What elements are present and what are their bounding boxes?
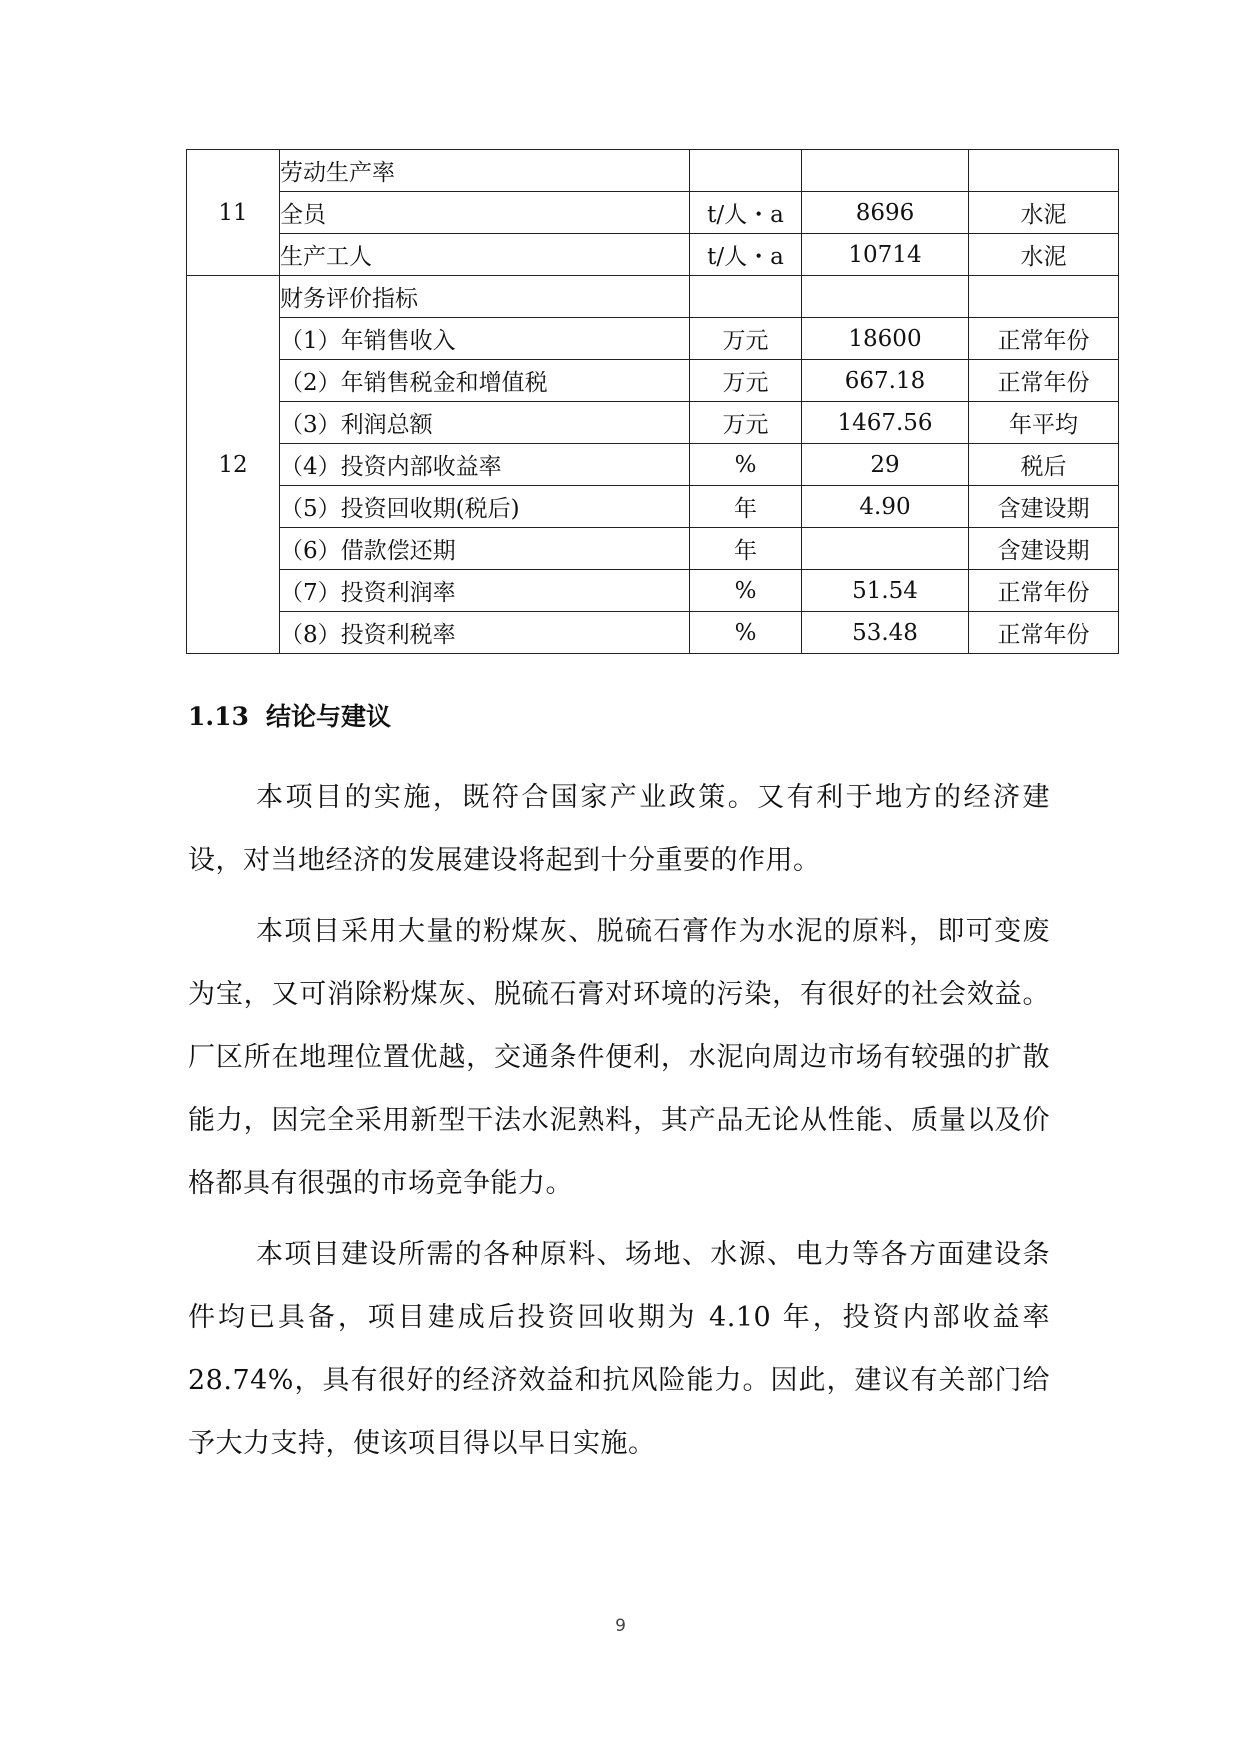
table-row [187, 150, 1119, 192]
table-row [187, 192, 1119, 234]
conclusion-paragraph: 本项目建设所需的各种原料、场地、水源、电力等各方面建设条件均已具备，项目建成后投资回收期为 4.10 年，投资内部收益率 28.74%，具有很好的经济效益和抗风险能力。因此，建议有关部门给予大力支持，使该项目得以早日实施。 [188, 1239, 1050, 1459]
indicator-name: （4）投资内部收益率 [280, 444, 690, 486]
conclusion-paragraph: 本项目采用大量的粉煤灰、脱硫石膏作为水泥的原料，即可变废为宝，又可消除粉煤灰、脱硫石膏对环境的污染，有很好的社会效益。厂区所在地理位置优越，交通条件便利，水泥向周边市场有较强的扩散能力，因完全采用新型干法水泥熟料，其产品无论从性能、质量以及价格都具有很强的市场竞争能力。 [188, 916, 1050, 1199]
indicator-value: 667.18 [802, 360, 969, 402]
indicator-value [802, 528, 969, 570]
row-number: 12 [187, 276, 280, 654]
indicator-unit: 万元 [690, 402, 802, 444]
indicator-unit: % [690, 570, 802, 612]
indicator-note: 含建设期 [969, 486, 1119, 528]
indicator-unit: % [690, 444, 802, 486]
table-row [187, 402, 1119, 444]
indicator-name: （2）年销售税金和增值税 [280, 360, 690, 402]
indicator-name: （7）投资利润率 [280, 570, 690, 612]
indicator-value: 29 [802, 444, 969, 486]
indicator-name: （1）年销售收入 [280, 318, 690, 360]
section-heading [188, 697, 391, 733]
indicator-note: 水泥 [969, 192, 1119, 234]
indicator-note: 正常年份 [969, 318, 1119, 360]
indicator-value [802, 150, 969, 192]
table-row [187, 234, 1119, 276]
table-row [187, 276, 1119, 318]
indicator-name: 财务评价指标 [280, 276, 690, 318]
table-row [187, 360, 1119, 402]
indicator-note: 税后 [969, 444, 1119, 486]
indicator-note: 正常年份 [969, 612, 1119, 654]
page-number: 9 [615, 1616, 626, 1636]
table-row [187, 486, 1119, 528]
indicator-unit [690, 276, 802, 318]
indicator-unit [690, 150, 802, 192]
indicator-note: 年平均 [969, 402, 1119, 444]
indicator-value: 53.48 [802, 612, 969, 654]
indicator-unit: t/人・a [690, 192, 802, 234]
indicator-unit: 万元 [690, 318, 802, 360]
table-row [187, 444, 1119, 486]
indicator-note: 水泥 [969, 234, 1119, 276]
conclusion-paragraph: 本项目的实施，既符合国家产业政策。又有利于地方的经济建设，对当地经济的发展建设将起到十分重要的作用。 [188, 782, 1050, 876]
indicator-name: 劳动生产率 [280, 150, 690, 192]
indicator-table [186, 149, 1119, 654]
section-number: 1.13 [188, 702, 249, 731]
section-title: 结论与建议 [266, 702, 392, 731]
indicator-note: 正常年份 [969, 360, 1119, 402]
indicator-value [802, 276, 969, 318]
indicator-note [969, 150, 1119, 192]
indicator-unit: t/人・a [690, 234, 802, 276]
indicator-note: 正常年份 [969, 570, 1119, 612]
indicator-value: 1467.56 [802, 402, 969, 444]
indicator-note [969, 276, 1119, 318]
indicator-value: 10714 [802, 234, 969, 276]
row-number: 11 [187, 150, 280, 276]
table-row [187, 612, 1119, 654]
indicator-name: （3）利润总额 [280, 402, 690, 444]
indicator-name: 生产工人 [280, 234, 690, 276]
indicator-unit: 年 [690, 528, 802, 570]
indicator-value: 51.54 [802, 570, 969, 612]
indicator-unit: % [690, 612, 802, 654]
indicator-name: 全员 [280, 192, 690, 234]
table-row [187, 318, 1119, 360]
indicator-name: （8）投资利税率 [280, 612, 690, 654]
indicator-unit: 万元 [690, 360, 802, 402]
indicator-value: 18600 [802, 318, 969, 360]
indicator-value: 4.90 [802, 486, 969, 528]
indicator-value: 8696 [802, 192, 969, 234]
indicator-unit: 年 [690, 486, 802, 528]
indicator-name: （6）借款偿还期 [280, 528, 690, 570]
indicator-name: （5）投资回收期(税后) [280, 486, 690, 528]
table-row [187, 570, 1119, 612]
table-row [187, 528, 1119, 570]
indicator-note: 含建设期 [969, 528, 1119, 570]
